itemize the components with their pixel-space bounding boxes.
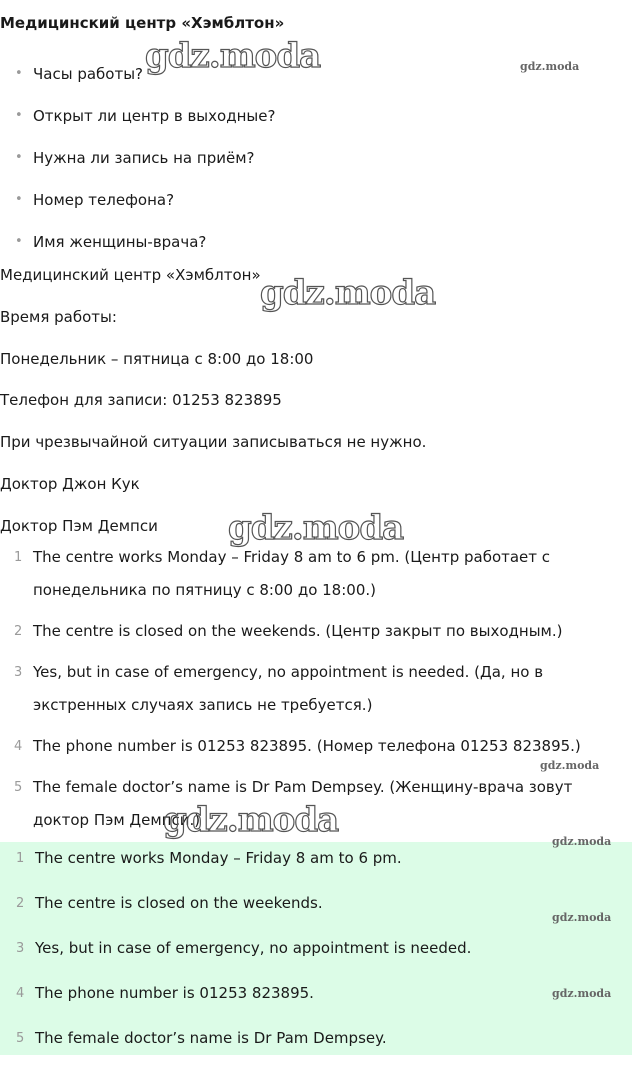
info-hours: Понедельник – пятница с 8:00 до 18:00 <box>0 350 314 368</box>
answer-text: The female doctor’s name is Dr Pam Dempsey. <box>35 1029 387 1047</box>
bullet-icon: • <box>15 108 23 123</box>
watermark: gdz.moda <box>145 36 321 76</box>
item-number: 1 <box>16 851 25 866</box>
item-number: 4 <box>16 986 25 1001</box>
info-heading: Медицинский центр «Хэмблтон» <box>0 266 261 284</box>
list-item <box>0 184 600 226</box>
item-number: 1 <box>14 550 23 565</box>
list-item <box>0 887 632 932</box>
watermark: gdz.moda <box>163 800 339 840</box>
list-item <box>0 100 600 142</box>
watermark: gdz.moda <box>552 987 612 1000</box>
item-number: 2 <box>14 624 23 639</box>
list-item <box>0 932 632 977</box>
watermark: gdz.moda <box>552 911 612 924</box>
item-number: 2 <box>16 896 25 911</box>
question-text: Номер телефона? <box>33 191 175 209</box>
watermark: gdz.moda <box>228 508 404 548</box>
answer-text: The female doctor’s name is Dr Pam Dempsey. (Женщину-врача зовут доктор Пэм Демпси.) <box>33 778 573 829</box>
list-item <box>0 656 632 722</box>
info-emergency: При чрезвычайной ситуации записываться не нужно. <box>0 433 427 451</box>
item-number: 5 <box>16 1031 25 1046</box>
list-item <box>0 142 600 184</box>
question-text: Часы работы? <box>33 65 144 83</box>
question-text: Имя женщины-врача? <box>33 233 207 251</box>
bullet-icon: • <box>15 150 23 165</box>
answer-text: The centre works Monday – Friday 8 am to 6 pm. (Центр работает с понедельника по пятницу с 8:00 до 18:00.) <box>33 548 551 599</box>
answer-text: The centre is closed on the weekends. (Центр закрыт по выходным.) <box>33 622 563 640</box>
page-title: Медицинский центр «Хэмблтон» <box>0 14 285 32</box>
answer-list <box>0 842 632 1067</box>
watermark: gdz.moda <box>552 835 612 848</box>
watermark: gdz.moda <box>260 273 436 313</box>
item-number: 5 <box>14 780 23 795</box>
watermark: gdz.moda <box>520 60 580 73</box>
bullet-icon: • <box>15 66 23 81</box>
question-list <box>0 58 600 268</box>
list-item <box>0 615 632 648</box>
answer-text: The centre works Monday – Friday 8 am to 6 pm. <box>35 849 402 867</box>
bullet-icon: • <box>15 234 23 249</box>
info-doctor-2: Доктор Пэм Демпси <box>0 517 158 535</box>
info-doctor-1: Доктор Джон Кук <box>0 475 140 493</box>
answer-text: The centre is closed on the weekends. <box>35 894 323 912</box>
info-hours-label: Время работы: <box>0 308 117 326</box>
watermark: gdz.moda <box>540 759 600 772</box>
list-item <box>0 226 600 268</box>
answer-text: The phone number is 01253 823895. <box>35 984 314 1002</box>
list-item <box>0 1022 632 1067</box>
question-text: Нужна ли запись на приём? <box>33 149 255 167</box>
answer-text: Yes, but in case of emergency, no appointment is needed. <box>35 939 472 957</box>
answer-text: The phone number is 01253 823895. (Номер телефона 01253 823895.) <box>33 737 581 755</box>
info-phone: Телефон для записи: 01253 823895 <box>0 391 282 409</box>
list-item <box>0 730 632 763</box>
list-item <box>0 541 632 607</box>
list-item <box>0 842 632 887</box>
item-number: 3 <box>16 941 25 956</box>
question-text: Открыт ли центр в выходные? <box>33 107 276 125</box>
answer-text: Yes, but in case of emergency, no appointment is needed. (Да, но в экстренных случаях запись не требуется.) <box>33 663 544 714</box>
bullet-icon: • <box>15 192 23 207</box>
list-item <box>0 977 632 1022</box>
item-number: 4 <box>14 739 23 754</box>
item-number: 3 <box>14 665 23 680</box>
